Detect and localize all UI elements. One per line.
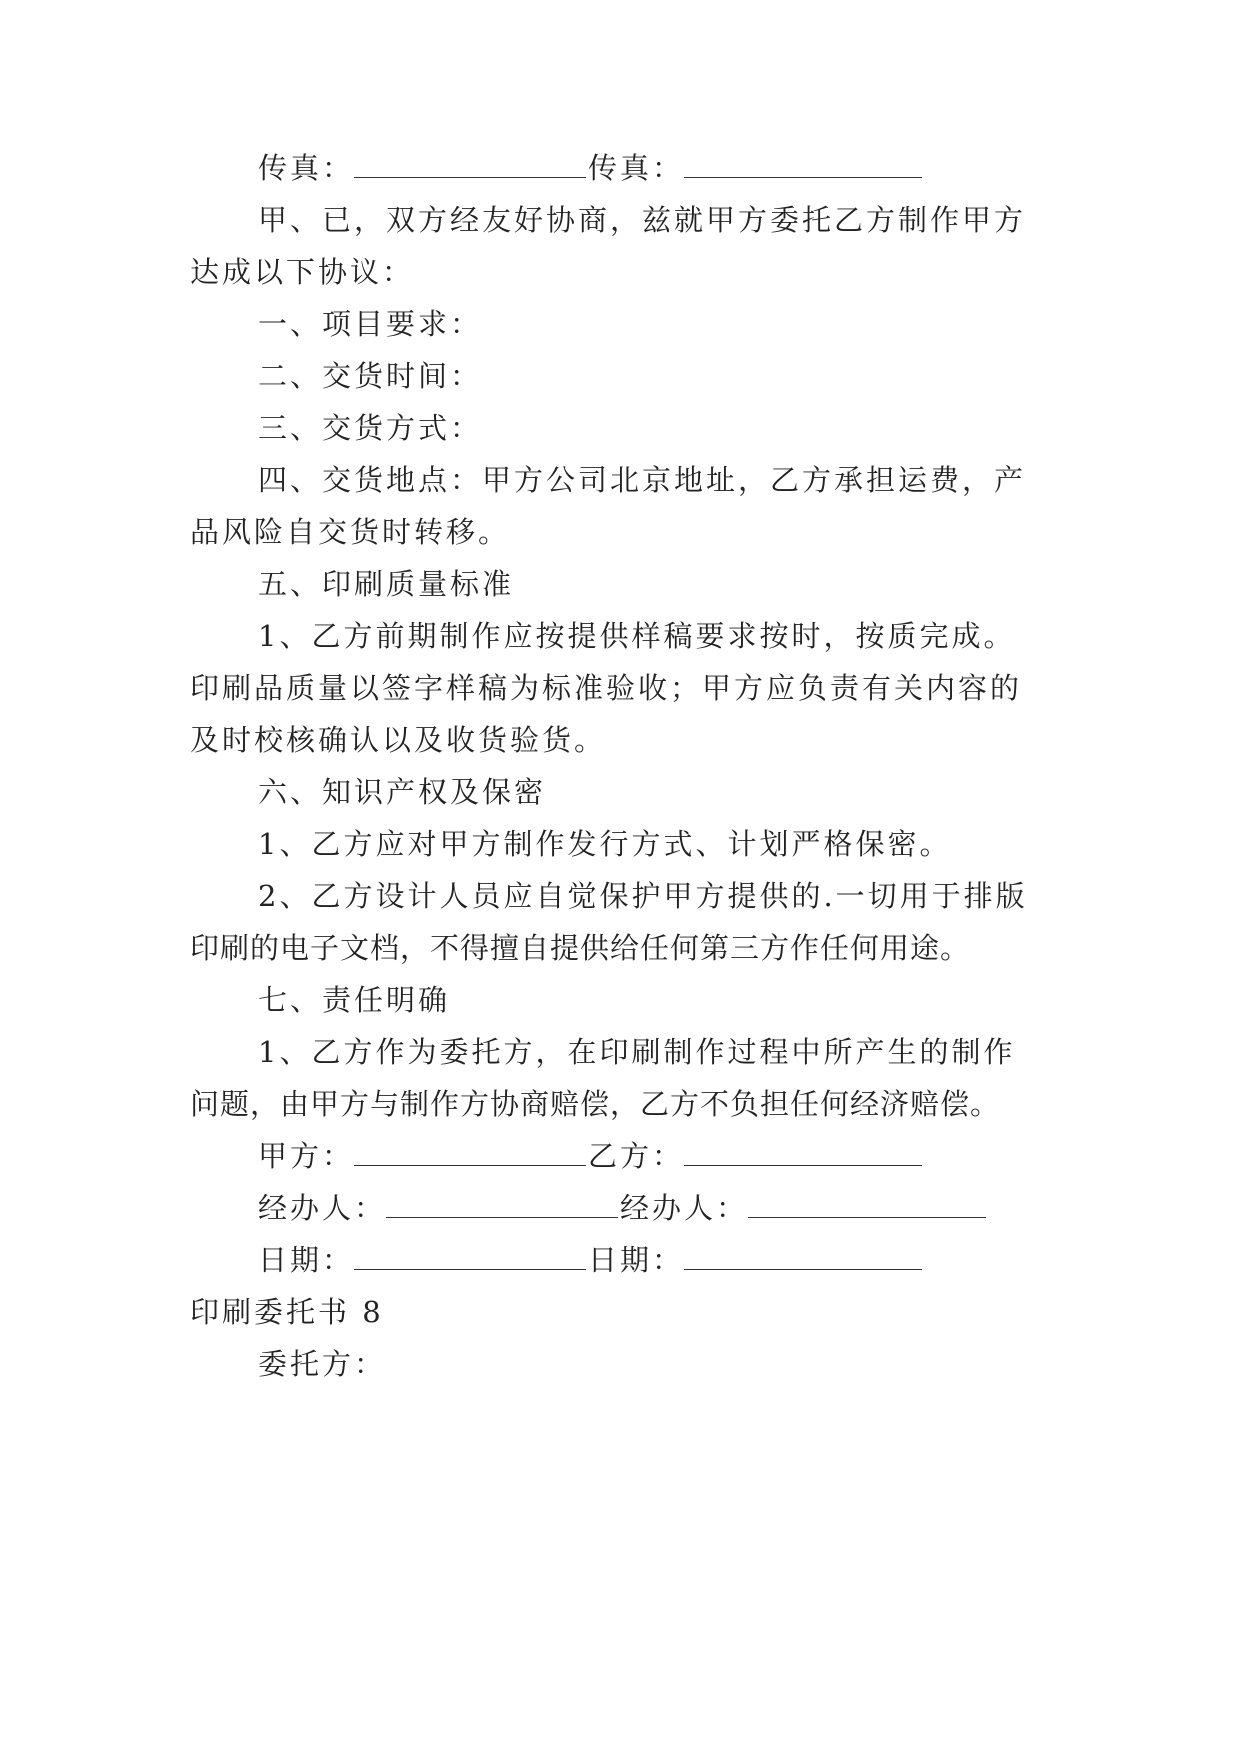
fax-label-right: 传真： bbox=[588, 151, 685, 185]
agent-b-blank bbox=[748, 1191, 986, 1218]
next-document-client: 委托方： bbox=[258, 1347, 387, 1381]
section-6-p2-line-1: 2、乙方设计人员应自觉保护甲方提供的.一切用于排版 bbox=[258, 879, 1028, 913]
fax-row bbox=[258, 148, 1158, 188]
section-1: 一、项目要求： bbox=[258, 307, 483, 341]
intro-line-1: 甲、已，双方经友好协商，兹就甲方委托乙方制作甲方 bbox=[258, 203, 1027, 237]
section-3: 三、交货方式： bbox=[258, 411, 483, 445]
section-6-p2-line-2: 印刷的电子文档，不得擅自提供给任何第三方作任何用途。 bbox=[190, 931, 971, 965]
agent-a-label: 经办人： bbox=[258, 1191, 387, 1225]
party-b-label: 乙方： bbox=[588, 1139, 685, 1173]
signature-date-row bbox=[258, 1240, 1158, 1280]
section-5-p1-line-1: 1、乙方前期制作应按提供样稿要求按时，按质完成。 bbox=[258, 619, 1016, 653]
section-5-p1-line-2: 印刷品质量以签字样稿为标准验收；甲方应负责有关内容的 bbox=[190, 671, 1023, 705]
section-7-p1-line-2: 问题，由甲方与制作方协商赔偿，乙方不负担任何经济赔偿。 bbox=[190, 1087, 1001, 1121]
next-document-title: 印刷委托书 8 bbox=[190, 1295, 384, 1329]
section-5-p1-line-3: 及时校核确认以及收货验货。 bbox=[190, 723, 607, 757]
fax-blank-right bbox=[684, 151, 922, 178]
section-7-p1-line-1: 1、乙方作为委托方，在印刷制作过程中所产生的制作 bbox=[258, 1035, 1016, 1069]
signature-agent-row bbox=[258, 1188, 1158, 1228]
signature-party-row bbox=[258, 1136, 1158, 1176]
fax-blank-left bbox=[354, 151, 586, 178]
section-5-title: 五、印刷质量标准 bbox=[258, 567, 515, 601]
date-b-blank bbox=[684, 1243, 922, 1270]
section-6-p1: 1、乙方应对甲方制作发行方式、计划严格保密。 bbox=[258, 827, 952, 861]
section-4-line-1: 四、交货地点：甲方公司北京地址，乙方承担运费，产 bbox=[258, 463, 1027, 497]
agent-b-label: 经办人： bbox=[620, 1191, 749, 1225]
fax-label-left: 传真： bbox=[258, 151, 355, 185]
intro-line-2: 达成以下协议： bbox=[190, 255, 415, 289]
party-b-blank bbox=[684, 1139, 922, 1166]
section-6-title: 六、知识产权及保密 bbox=[258, 775, 547, 809]
date-a-label: 日期： bbox=[258, 1243, 355, 1277]
date-a-blank bbox=[354, 1243, 586, 1270]
party-a-label: 甲方： bbox=[258, 1139, 355, 1173]
party-a-blank bbox=[354, 1139, 586, 1166]
section-7-title: 七、责任明确 bbox=[258, 983, 451, 1017]
section-4-line-2: 品风险自交货时转移。 bbox=[190, 515, 511, 549]
agent-a-blank bbox=[386, 1191, 618, 1218]
section-2: 二、交货时间： bbox=[258, 359, 483, 393]
date-b-label: 日期： bbox=[588, 1243, 685, 1277]
